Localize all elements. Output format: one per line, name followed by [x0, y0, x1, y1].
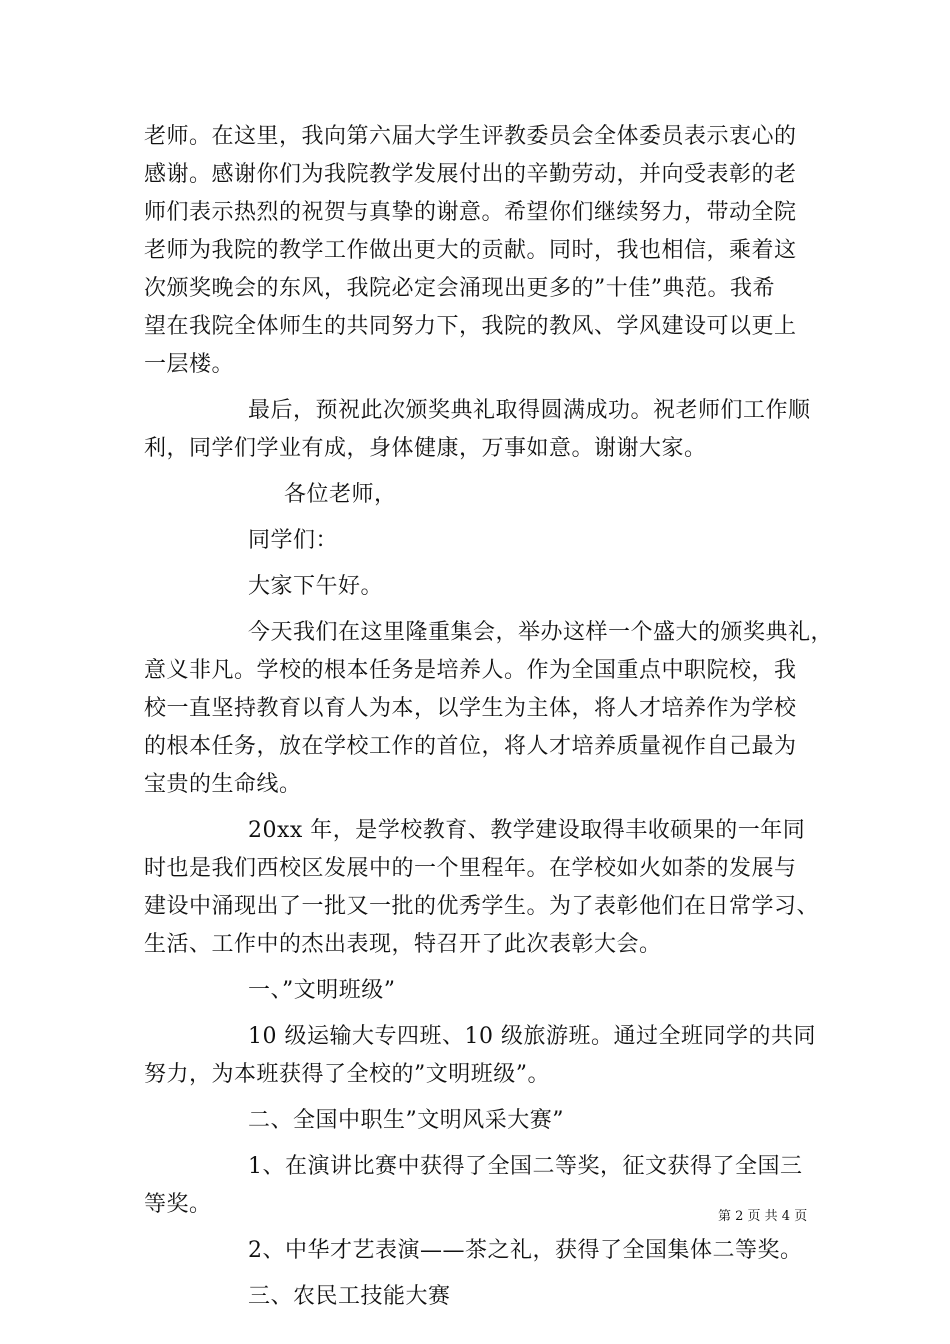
- text-line: 同学们：: [248, 528, 339, 553]
- paragraph-gap: [144, 560, 824, 568]
- paragraph-gap: [144, 606, 824, 614]
- text-line: 二、全国中职生”文明风采大赛”: [248, 1108, 564, 1133]
- text-line: 20xx 年，是学校教育、教学建设取得丰收硕果的一年同: [248, 818, 806, 843]
- paragraph-gap: [144, 1270, 824, 1278]
- paragraph: [144, 972, 824, 1010]
- paragraph-gap: [144, 1140, 824, 1148]
- text-line: 三、农民工技能大赛: [248, 1284, 451, 1309]
- text-line: 的根本任务，放在学校工作的首位，将人才培养质量视作自己最为: [144, 734, 797, 759]
- paragraph: [144, 1018, 824, 1094]
- paragraph: [144, 392, 824, 468]
- paragraph-gap: [144, 384, 824, 392]
- text-line: 师们表示热烈的祝贺与真挚的谢意。希望你们继续努力，带动全院: [144, 200, 797, 225]
- text-line: 2、中华才艺表演——茶之礼，获得了全国集体二等奖。: [248, 1238, 803, 1263]
- text-line: 老师。在这里，我向第六届大学生评教委员会全体委员表示衷心的: [144, 124, 797, 149]
- text-line: 一、”文明班级”: [248, 978, 396, 1003]
- text-line: 意义非凡。学校的根本任务是培养人。作为全国重点中职院校，我: [144, 658, 797, 683]
- text-line: 感谢。感谢你们为我院教学发展付出的辛勤劳动，并向受表彰的老: [144, 162, 797, 187]
- text-line: 努力，为本班获得了全校的”文明班级”。: [144, 1062, 550, 1087]
- page-number: 第 2 页 共 4 页: [718, 1209, 808, 1224]
- paragraph: [144, 118, 824, 384]
- text-line: 10 级运输大专四班、10 级旅游班。通过全班同学的共同: [248, 1024, 816, 1049]
- text-line: 今天我们在这里隆重集会，举办这样一个盛大的颁奖典礼，: [248, 620, 834, 645]
- paragraph: [144, 1232, 824, 1270]
- paragraph-gap: [144, 468, 824, 476]
- paragraph-gap: [144, 804, 824, 812]
- text-line: 利，同学们学业有成，身体健康，万事如意。谢谢大家。: [144, 436, 707, 461]
- text-line: 大家下午好。: [248, 574, 384, 599]
- paragraph-gap: [144, 1010, 824, 1018]
- paragraph-gap: [144, 964, 824, 972]
- document-body: [144, 118, 834, 1316]
- paragraph: [144, 568, 824, 606]
- text-line: 各位老师，: [284, 482, 397, 507]
- paragraph: [144, 1102, 824, 1140]
- text-line: 老师为我院的教学工作做出更大的贡献。同时，我也相信，乘着这: [144, 238, 797, 263]
- paragraph-gap: [144, 514, 824, 522]
- text-line: 1、在演讲比赛中获得了全国二等奖，征文获得了全国三: [248, 1154, 803, 1179]
- text-line: 次颁奖晚会的东风，我院必定会涌现出更多的”十佳”典范。我希: [144, 276, 775, 301]
- text-line: 校一直坚持教育以育人为本，以学生为主体，将人才培养作为学校: [144, 696, 797, 721]
- text-line: 建设中涌现出了一批又一批的优秀学生。为了表彰他们在日常学习、: [144, 894, 820, 919]
- paragraph: [144, 476, 824, 514]
- paragraph: [144, 812, 824, 964]
- text-line: 等奖。: [144, 1192, 212, 1217]
- text-line: 最后，预祝此次颁奖典礼取得圆满成功。祝老师们工作顺: [248, 398, 811, 423]
- text-line: 生活、工作中的杰出表现，特召开了此次表彰大会。: [144, 932, 662, 957]
- paragraph: [144, 614, 834, 804]
- text-line: 一层楼。: [144, 352, 235, 377]
- paragraph: [144, 522, 824, 560]
- text-line: 时也是我们西校区发展中的一个里程年。在学校如火如荼的发展与: [144, 856, 797, 881]
- text-line: 宝贵的生命线。: [144, 772, 302, 797]
- text-line: 望在我院全体师生的共同努力下，我院的教风、学风建设可以更上: [144, 314, 797, 339]
- paragraph-gap: [144, 1094, 824, 1102]
- paragraph: [144, 1278, 824, 1316]
